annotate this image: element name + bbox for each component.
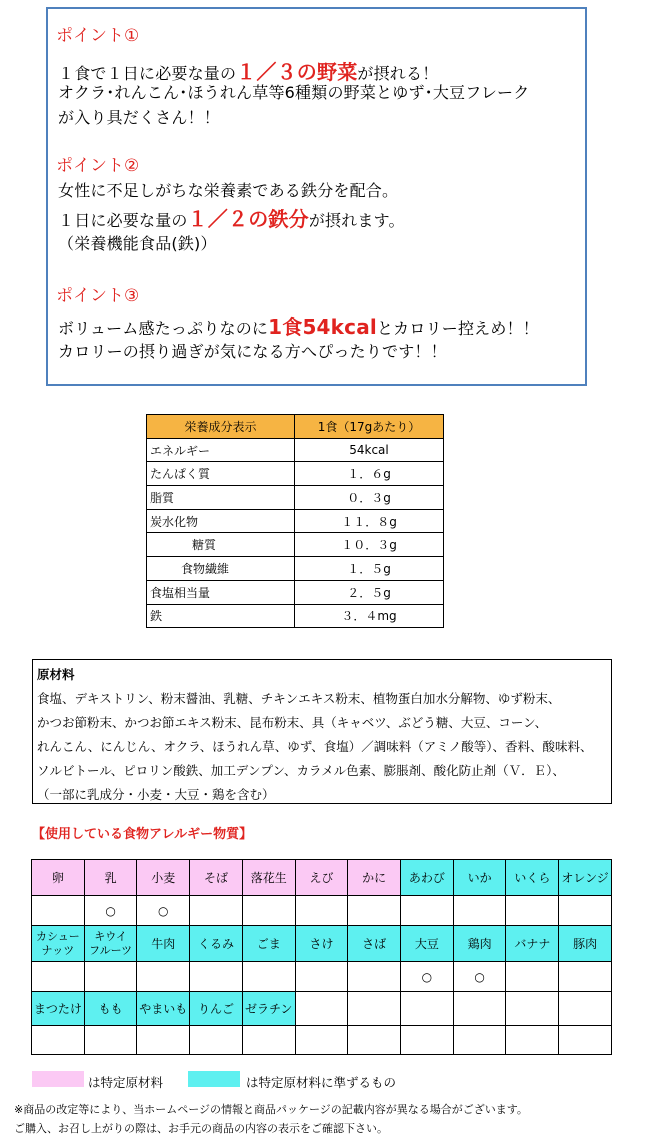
allergen-cell: 小麦 <box>137 860 190 896</box>
nutrition-header-value: 1食（17gあたり） <box>295 415 444 439</box>
point-3-line-2: カロリーの摂り過ぎが気になる方へぴったりです！！ <box>58 342 447 361</box>
table-row <box>147 557 444 581</box>
allergen-cell: カシュー ナッツ <box>32 926 85 962</box>
highlight-iron: １／２の鉄分 <box>187 207 309 231</box>
disclaimer-note-1: ※商品の改定等により、当ホームページの情報と商品パッケージの記載内容が異なる場合がございます。 <box>14 1103 528 1116</box>
allergen-cell: まつたけ <box>32 992 85 1026</box>
allergen-mark-cell <box>559 962 612 992</box>
allergen-cell <box>453 992 506 1026</box>
point-1-line-1: １食で１日に必要な量の１／３の野菜が摂れる！ <box>58 60 439 84</box>
allergen-cell: 豚肉 <box>559 926 612 962</box>
ingredients-line: （一部に乳成分・小麦・大豆・鶏を含む） <box>37 787 275 802</box>
ingredients-title: 原材料 <box>37 667 75 682</box>
allergen-cell: 乳 <box>84 860 137 896</box>
highlight-kcal: 1食54kcal <box>268 315 377 339</box>
allergen-mark-cell <box>190 962 243 992</box>
allergen-mark-cell <box>559 1026 612 1055</box>
nutrient-label: 脂質 <box>147 486 295 510</box>
nutrient-label: 食物繊維 <box>147 557 295 581</box>
allergen-mark-cell <box>401 896 454 926</box>
nutrient-value: １０．３g <box>295 533 444 557</box>
ingredients-line: かつお節粉末、かつお節エキス粉末、昆布粉末、具（キャベツ、ぶどう糖、大豆、コーン、 <box>37 715 548 730</box>
nutrient-value: １．５g <box>295 557 444 581</box>
table-row <box>147 580 444 604</box>
allergen-cell: バナナ <box>506 926 559 962</box>
allergen-mark-cell <box>295 896 348 926</box>
allergen-cell: いか <box>453 860 506 896</box>
allergen-mark-cell <box>348 962 401 992</box>
allergen-cell: キウイ フルーツ <box>84 926 137 962</box>
point-3-title: ポイント③ <box>56 286 140 306</box>
allergen-mark-cell <box>453 1026 506 1055</box>
allergen-cell: 牛肉 <box>137 926 190 962</box>
allergy-mark-row <box>32 962 612 992</box>
legend-cyan-swatch <box>188 1071 240 1087</box>
allergen-mark-cell <box>242 1026 295 1055</box>
table-row <box>147 486 444 510</box>
allergen-cell <box>506 992 559 1026</box>
allergen-mark-cell: ○ <box>453 962 506 992</box>
nutrient-value: 54kcal <box>295 438 444 462</box>
nutrition-header-label: 栄養成分表示 <box>147 415 295 439</box>
allergen-mark-cell <box>348 896 401 926</box>
point-2-line-3: （栄養機能食品(鉄)） <box>58 234 217 253</box>
allergen-cell: えび <box>295 860 348 896</box>
table-row <box>147 462 444 486</box>
allergen-cell <box>401 992 454 1026</box>
highlight-vegetable: １／３の野菜 <box>236 60 358 84</box>
nutrient-label: たんぱく質 <box>147 462 295 486</box>
table-row <box>147 533 444 557</box>
allergen-cell: あわび <box>401 860 454 896</box>
nutrient-value: ０．３g <box>295 486 444 510</box>
allergen-cell: ごま <box>242 926 295 962</box>
disclaimer-note-2: ご購入、お召し上がりの際は、お手元の商品の内容の表示をご確認下さい。 <box>14 1122 388 1135</box>
allergen-mark-cell <box>506 896 559 926</box>
allergen-cell: そば <box>190 860 243 896</box>
allergen-mark-cell <box>242 962 295 992</box>
allergen-mark-cell <box>190 896 243 926</box>
nutrition-header-row <box>147 415 444 439</box>
allergen-cell: くるみ <box>190 926 243 962</box>
allergy-title: 【使用している食物アレルギー物質】 <box>32 827 253 842</box>
allergen-cell: いくら <box>506 860 559 896</box>
allergen-mark-cell <box>295 962 348 992</box>
ingredients-line: れんこん、にんじん、オクラ、ほうれん草、ゆず、食塩）／調味料（アミノ酸等）、香料、酸味料、 <box>37 739 593 754</box>
allergen-mark-cell: ○ <box>84 896 137 926</box>
legend-pink-swatch <box>32 1071 84 1087</box>
nutrient-value: １．６g <box>295 462 444 486</box>
ingredients-line: 食塩、デキストリン、粉末醤油、乳糖、チキンエキス粉末、植物蛋白加水分解物、ゆず粉末、 <box>37 691 561 706</box>
point-3-line-1: ボリューム感たっぷりなのに1食54kcalとカロリー控えめ！！ <box>58 315 539 339</box>
allergen-cell: オレンジ <box>559 860 612 896</box>
legend-pink-label: は特定原材料 <box>88 1075 164 1090</box>
allergen-mark-cell <box>401 1026 454 1055</box>
allergen-cell: 落花生 <box>242 860 295 896</box>
allergy-table <box>31 859 612 1055</box>
allergen-mark-cell <box>242 896 295 926</box>
allergy-mark-row <box>32 896 612 926</box>
allergen-cell: かに <box>348 860 401 896</box>
allergen-mark-cell <box>32 962 85 992</box>
nutrient-label: 食塩相当量 <box>147 580 295 604</box>
table-row <box>147 604 444 628</box>
allergen-mark-cell <box>559 896 612 926</box>
allergen-cell: やまいも <box>137 992 190 1026</box>
allergen-cell: 大豆 <box>401 926 454 962</box>
point-2-line-2: １日に必要な量の１／２の鉄分が摂れます。 <box>58 207 405 231</box>
point-1-title: ポイント① <box>56 26 140 46</box>
point-1-line-3: が入り具だくさん！！ <box>58 108 221 127</box>
allergen-cell <box>348 992 401 1026</box>
point-2-title: ポイント② <box>56 156 140 176</box>
allergen-mark-cell: ○ <box>401 962 454 992</box>
allergen-cell: さば <box>348 926 401 962</box>
allergen-mark-cell: ○ <box>137 896 190 926</box>
allergen-cell: 鶏肉 <box>453 926 506 962</box>
allergen-mark-cell <box>84 1026 137 1055</box>
table-row <box>147 509 444 533</box>
allergen-cell: さけ <box>295 926 348 962</box>
allergen-mark-cell <box>190 1026 243 1055</box>
allergen-mark-cell <box>84 962 137 992</box>
allergen-cell <box>559 992 612 1026</box>
allergy-name-row <box>32 926 612 962</box>
allergen-mark-cell <box>137 1026 190 1055</box>
point-2-line-1: 女性に不足しがちな栄養素である鉄分を配合。 <box>58 181 399 200</box>
allergen-cell: りんご <box>190 992 243 1026</box>
nutrient-value: ２．５g <box>295 580 444 604</box>
points-box <box>46 7 587 386</box>
nutrient-value: ３．４mg <box>295 604 444 628</box>
table-row <box>147 438 444 462</box>
nutrient-label: 炭水化物 <box>147 509 295 533</box>
nutrient-label: 糖質 <box>147 533 295 557</box>
allergen-mark-cell <box>295 1026 348 1055</box>
allergen-mark-cell <box>453 896 506 926</box>
nutrient-label: エネルギー <box>147 438 295 462</box>
allergy-name-row <box>32 992 612 1026</box>
allergen-cell <box>295 992 348 1026</box>
allergy-name-row <box>32 860 612 896</box>
allergen-mark-cell <box>32 896 85 926</box>
allergen-cell: もも <box>84 992 137 1026</box>
allergen-mark-cell <box>32 1026 85 1055</box>
ingredients-box <box>32 659 612 804</box>
nutrient-label: 鉄 <box>147 604 295 628</box>
allergy-mark-row <box>32 1026 612 1055</box>
legend-cyan-label: は特定原材料に準ずるもの <box>246 1075 397 1090</box>
nutrition-table <box>146 414 444 628</box>
point-1-line-2: オクラ･れんこん･ほうれん草等6種類の野菜とゆず･大豆フレーク <box>58 83 530 102</box>
allergen-mark-cell <box>137 962 190 992</box>
allergen-cell: 卵 <box>32 860 85 896</box>
allergen-cell: ゼラチン <box>242 992 295 1026</box>
ingredients-line: ソルビトール、ピロリン酸鉄、加工デンプン、カラメル色素、膨脹剤、酸化防止剤（Ｖ．Ｅ）、 <box>37 763 565 778</box>
allergen-mark-cell <box>348 1026 401 1055</box>
allergen-mark-cell <box>506 962 559 992</box>
nutrient-value: １１．８g <box>295 509 444 533</box>
allergen-mark-cell <box>506 1026 559 1055</box>
